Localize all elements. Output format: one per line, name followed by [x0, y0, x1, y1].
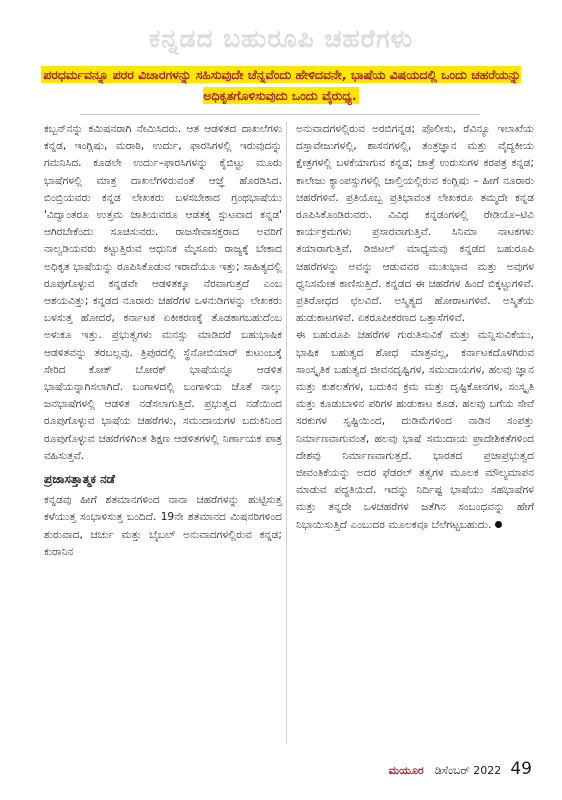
issue-date: ಡಿಸೆಂಬರ್ 2022 — [434, 764, 502, 777]
right-column — [296, 121, 534, 534]
lede-text: ಪರಧರ್ಮವನ್ನೂ ಪರರ ವಿಚಾರಗಳನ್ನು ಸಹಿಸುವುದೇ ಚೆನ್ನವೆಂದು ಹೇಳಿದವನೇ, ಭಾಷೆಯ ವಿಷಯದಲ್ಲಿ ಒಂದು ಚಹರೆಯನ್ನು ಅಧಿಕೃತಗೊಳಿಸುವುದು ಒಂದು ವೈರುಧ್ಯ. — [43, 67, 521, 103]
header-rule — [80, 114, 480, 115]
right-paragraph-2-text: ಈ ಬಹುರೂಪಿ ಚಹರೆಗಳ ಗುರುತಿಸುವಿಕೆ ಮತ್ತು ಮನ್ನಿಸುವಿಕೆಯು, ಭಾಷಿಕ ಬಹುತ್ವದ ಶೋಧ ಮಾತ್ರವಲ್ಲ, ಕರ್ನಾಟಕದೊಳಗಿರುವ ಸಾಂಸ್ಕೃತಿಕ ಬಹುತ್ವದ ಜೀವನದೃಷ್ಟಿಗಳ, ಸಮುದಾಯಗಳ, ಹಲವು ಜ್ಞಾನ ಮತ್ತು ಕುಶಲತೆಗಳ, ಬದುಕಿನ ಕ್ರಮ ಮತ್ತು ದೃಷ್ಟಿಕೋನಗಳ, ಸಂಸ್ಕೃತಿ ಮತ್ತು ಕೂಡುಬಾಳಿನ ಪರಿಗಳ ಹುಡುಕಾಟ ಕೂಡ. ಹಲವು ಬಗೆಯ ಸೇವೆ ಸರಕುಗಳ ಸೃಷ್ಟಿಯಿಂದ, ದುಡಿಮೆಗಳಿಂದ ನಾಡಿನ ಸಂಪತ್ತು ನಿರ್ಮಾಣವಾಗುವಂತೆ, ಹಲವು ಭಾಷೆ ಸಮುದಾಯ ಪ್ರಾದೇಶಿಕತೆಗಳಿಂದ ದೇಶವು ನಿರ್ಮಾಣವಾಗುತ್ತದೆ. ಭಾರತದ ಪ್ರಜಾಪ್ರಭುತ್ವದ ಜೀವಂತಿಕೆಯನ್ನು ಅದರ ಫೆಡರಲ್ ತತ್ವಗಳ ಮೂಲಕ ಮೌಲ್ಯಮಾಪನ ಮಾಡುವ ಪದ್ಧತಿಯಿದೆ. ಇದನ್ನು ನಿರ್ದಿಷ್ಟ ಭಾಷೆಯು ಸಹಭಾಷೆಗಳ ಮತ್ತು ತನ್ನದೇ ಒಳಚಹರೆಗಳ ಜತೆಗಿನ ಸಂಬಂಧವನ್ನು ಹೇಗೆ ನಿಭಾಯಿಸುತ್ತಿದೆ ಎಂಬುದರ ಮೂಲಕವೂ ಬೆಲೆಗಟ್ಟಬಹುದು. — [296, 329, 534, 531]
right-paragraph-1: ಅನುವಾದಗಳಲ್ಲಿರುವ ಅರಬಿಗನ್ನಡ; ಪೊಲೀಸು, ರೆವಿನ್ಯೂ ಇಲಾಖೆಯ ದಸ್ತಾವೇಜುಗಳಲ್ಲಿ, ಶಾಸನಗಳಲ್ಲಿ, ತಂತ್ರಜ್ಞಾನ ಮತ್ತು ವೈದ್ಯಕೀಯ ಕ್ಷೇತ್ರಗಳಲ್ಲಿ ಬಳಕೆಯಾಗುವ ಕನ್ನಡ; ಜಾತ್ರೆ ಉರುಸುಗಳ ಕರಪತ್ರ ಕನ್ನಡ; ಕಾಲೇಜು ಕ್ಯಾಂಪಸ್ಸುಗಳಲ್ಲಿ ಚಾಲ್ತಿಯಲ್ಲಿರುವ ಕಂಗ್ಲಿಷು – ಹೀಗೆ ನೂರಾರು ಚಹರೆಗಳಿವೆ. ಪ್ರತಿಯೊಬ್ಬ ಪ್ರತಿಭಾವಂತ ಲೇಖಕರೂ ತಮ್ಮದೇ ಕನ್ನಡ ರೂಪಿಸಿಕೊಂಡಿರುವರು. ವಿವಿಧ ಕನ್ನಡಂಗಳಲ್ಲಿ ರೇಡಿಯೊ–ಟಿವಿ ಕಾರ್ಯಕ್ರಮಗಳು ಪ್ರಸಾರವಾಗುತ್ತಿವೆ. ಸಿನಿಮಾ ನಾಟಕಗಳು ತಯಾರಾಗುತ್ತಿವೆ. ಡಿಜಿಟಲ್ ಮಾಧ್ಯಮವು ಕನ್ನಡದ ಬಹುರೂಪಿ ಚಹರೆಗಳನ್ನು ಅವನ್ನು ಆಡುವವರ ಮುಖಭಾವ ಮತ್ತು ಅವುಗಳ ಧ್ವನಿಸಮೇತ ಕಾಣಿಸುತ್ತಿದೆ. ಕನ್ನಡದ ಈ ಚಹರೆಗಳ ಹಿಂದೆ ಬಿಕ್ಕಟ್ಟುಗಳಿವೆ. ಪ್ರತಿರೋಧದ ಛಲವಿದೆ. ಅಸ್ಮಿತ್ಯದ ಹೋರಾಟಗಳಿವೆ. ಅಸ್ಮಿತೆಯ ಹುಡುಕಾಟಗಳಿವೆ. ಏಕರೂಪೀಕರಣದ ಒತ್ತಾಸೆಗಳಿವೆ. — [296, 123, 534, 325]
right-paragraph-2 — [296, 327, 534, 533]
magazine-name: ಮಯೂರ — [388, 764, 424, 777]
article-title: ಕನ್ನಡದ ಬಹುರೂಪಿ ಚಹರೆಗಳು — [148, 24, 414, 53]
section-subheading: ಪ್ರಜಾಸತ್ತಾತ್ಮಕ ನಡೆ — [44, 472, 115, 487]
page-footer — [389, 759, 532, 779]
left-paragraph-1: ಕಬ್ಬನ್‌ನನ್ನು ಕಮಿಷನರಾಗಿ ನೇಮಿಸಿದರು. ಆತ ಆಡಳಿತದ ದಾಖಲೆಗಳು ಕನ್ನಡ, ಇಂಗ್ಲಿಷು, ಮರಾಠಿ, ಉರ್ದು, ಫಾರಸಿಗಳಲ್ಲಿ ಇರುವುದನ್ನು ಗಮನಿಸಿದ. ಕೂಡಲೇ ಉರ್ದು–ಫಾರಸಿಗಳನ್ನು ಕೈಬಿಟ್ಟು ಮೂರು ಭಾಷೆಗಳಲ್ಲಿ ಮಾತ್ರ ದಾಖಲೆಗಳಿರುವಂತೆ ಆಜ್ಞೆ ಹೊರಡಿಸಿದ. ಬಿಂಬ್ರಿಯವರು ಕನ್ನಡ ಲೇಖಕರು ಬಳಸಬೇಕಾದ ಗ್ರಂಥಭಾಷೆಯು 'ವಿದ್ವಾಂತರೂ ಉತ್ತಮ ಜಾತಿಯವರೂ ಆಡತಕ್ಕ ಸ್ಪುಟವಾದ ಕನ್ನಡ' ಆಗಿರಬೇಕೆಂದು ಸೂಚಿಸುವರು. ರಾಜಸೇವಾಸಕ್ತರಾದ ಅವರಿಗೆ ನಾಲ್ವಡಿಯವರು ಕಟ್ಟುತ್ತಿರುವ ಆಧುನಿಕ ಮೈಸೂರು ರಾಜ್ಯಕ್ಕೆ ಬೇಕಾದ ಅಧಿಕೃತ ಭಾಷೆಯನ್ನು ರೂಪಿಸಿಕೊಡುವ ಇರಾದೆಯೂ ಇತ್ತು; ಸಾಹಿತ್ಯದಲ್ಲಿ ರೂಪುಗೊಳ್ಳುವ ಕನ್ನಡವೇ ಆಡಳಿತಕ್ಕೂ ನೆರವಾಗುತ್ತದೆ ಎಂಬ ಆಶಯವಿತ್ತು; ಕನ್ನಡದ ನೂರಾರು ಚಹರೆಗಳ ಒಳನುಡಿಗಳನ್ನು ಲೇಖಕರು ಬಳಸುತ್ತ ಹೋದರೆ, ಕರ್ನಾಟಕ ಏಕೀಕರಣಕ್ಕೆ ತೊಡಕಾಗಬಹುದೆಂಬ ಅಳುಕೂ ಇತ್ತು. ಪ್ರಭುತ್ವಗಳು ಮನಸ್ಸು ಮಾಡಿದರೆ ಬಹುಭಾಷಿಕ ಆಡಳಿತವನ್ನು ತರಬಲ್ಲವು. ತ್ರಿಪುರದಲ್ಲಿ ಸ್ಥೆನೋಬಿಯಾರ್ ಕುಟುಂಬಕ್ಕೆ ಸೇರಿದ ಕೋಕ್ ಬೋರಕ್ ಭಾಷೆಯನ್ನೂ ಆಡಳಿತ ಭಾಷೆಯನ್ನಾಗಿಸಲಾಗಿದೆ. ಬಂಗಾಳದಲ್ಲಿ ಬಂಗಾಳಿಯ ಜೊತೆ ನಾಲ್ಕು ಜನಭಾಷೆಗಳಲ್ಲಿ ಆಡಳಿತ ನಡೆಸಲಾಗುತ್ತಿದೆ. ಪ್ರಭುತ್ವದ ನಡೆಯಿಂದ ರೂಪುಗೊಳ್ಳುವ ಭಾಷೆಯ ಚಹರೆಗಳು, ಸಮುದಾಯಗಳ ಬದುಕಿನಿಂದ ರೂಪುಗೊಳ್ಳುವ ಚಹರೆಗಳಿಗಿಂತ ಶಿಕ್ಷಣ ಆಡಳಿತಗಳಲ್ಲಿ ನಿರ್ಣಾಯಕ ಪಾತ್ರ ವಹಿಸುತ್ತವೆ. — [44, 123, 282, 462]
column-divider — [286, 122, 287, 744]
left-paragraph-2: ಕನ್ನಡವು ಹೀಗೆ ಶತಮಾನಗಳಿಂದ ನಾನಾ ಚಹರೆಗಳನ್ನು ಹುಟ್ಟಿಸುತ್ತ ಕಳೆಯುತ್ತ ಸಂಭಾಳಿಸುತ್ತ ಬಂದಿದೆ. 19ನೇ ಶತಮಾನದ ಮಿಷನರಿಗಳಿಂದ ಶುರುವಾದ, ಚರ್ಚು ಮತ್ತು ಬೈಬಲ್ ಅನುವಾದಗಳಲ್ಲಿರುವ ಕನ್ನಡ; ಕುರಾನಿನ — [44, 494, 282, 558]
end-of-article-dot-icon — [495, 521, 502, 528]
left-column — [44, 121, 282, 561]
page-number: 49 — [510, 759, 532, 779]
article-lede — [28, 64, 534, 106]
